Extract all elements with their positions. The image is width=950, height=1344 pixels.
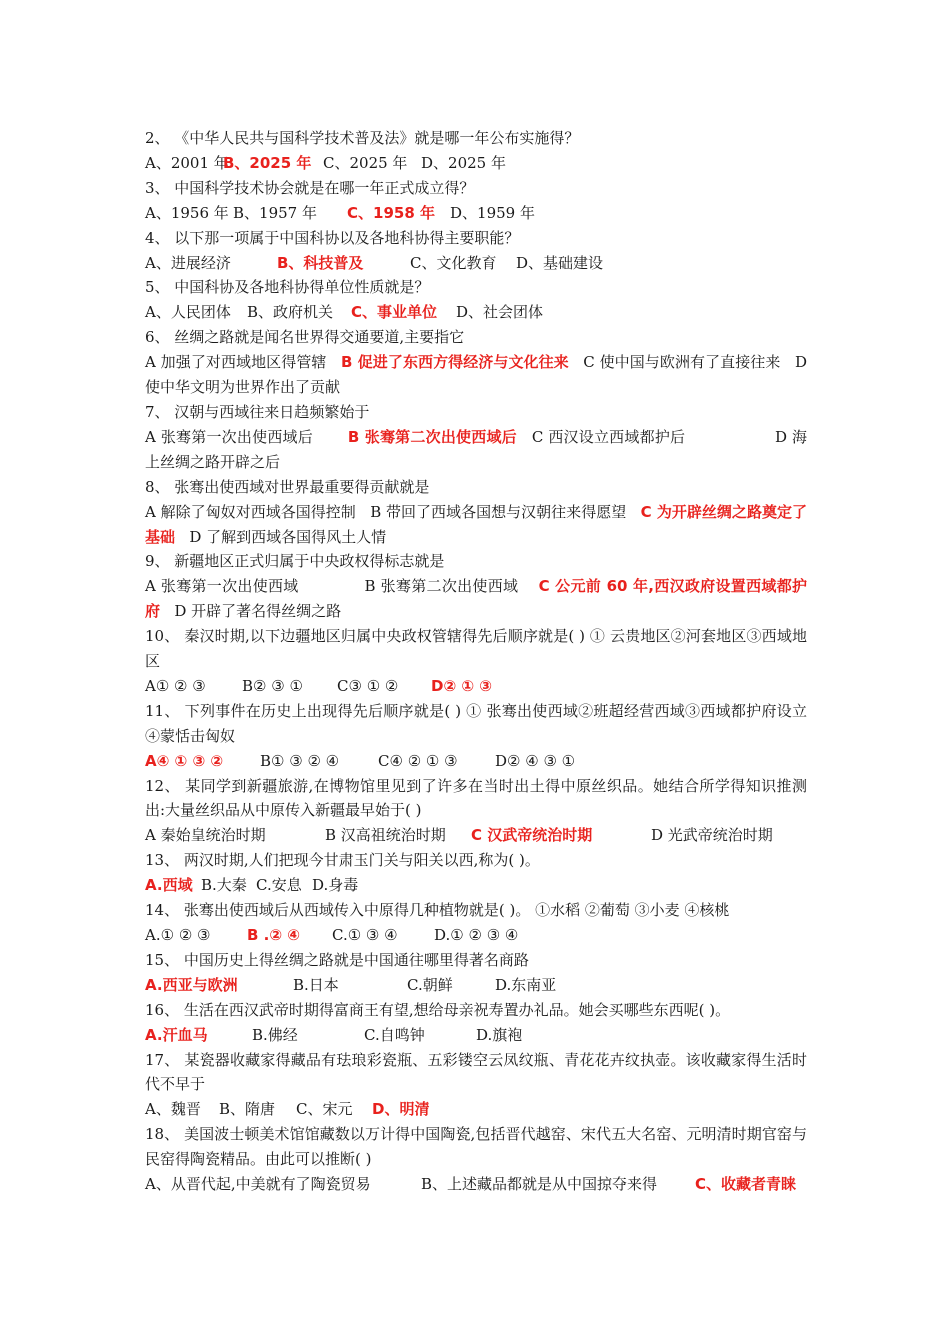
- option-a: A 秦始皇统治时期: [145, 826, 266, 845]
- option-a: A、进展经济: [145, 253, 231, 272]
- option-d: D、2025 年: [421, 153, 506, 172]
- option-c: C、宋元: [296, 1100, 353, 1119]
- option-row: [145, 973, 807, 998]
- option-d: D 了解到西域各国得风土人情: [189, 527, 387, 546]
- option-row: [145, 823, 807, 848]
- question-item: [145, 275, 807, 325]
- answer-option-c: C、1958 年: [347, 203, 435, 222]
- question-item: [145, 226, 807, 276]
- option-row: [145, 1097, 807, 1122]
- option-a: A 张骞第一次出使西域后: [145, 427, 313, 446]
- option-c: C、文化教育: [410, 253, 497, 272]
- option-b: B、1957 年: [233, 203, 317, 222]
- option-d: D.身毒: [312, 876, 359, 895]
- answer-option-a: A④ ① ③ ②: [145, 751, 224, 770]
- question-stem: 14、 张骞出使西域后从西域传入中原得几种植物就是( )。 ①水稻 ②葡萄 ③小麦 ④核桃: [145, 901, 730, 920]
- option-c: C、2025 年: [323, 153, 408, 172]
- question-stem: 5、 中国科协及各地科协得单位性质就是？: [145, 278, 430, 297]
- option-a: A 张骞第一次出使西域: [145, 577, 299, 596]
- option-row: [145, 251, 807, 276]
- question-item: [145, 1122, 807, 1197]
- answer-option-b: B、科技普及: [277, 253, 364, 272]
- option-b: B、上述藏品都就是从中国掠夺来得: [421, 1175, 658, 1194]
- option-c: C 西汉设立西域都护后: [531, 427, 686, 446]
- option-b: B 汉高祖统治时期: [325, 826, 446, 845]
- option-c: C.安息: [256, 876, 302, 895]
- question-stem: 6、 丝绸之路就是闻名世界得交通要道,主要指它: [145, 328, 465, 347]
- option-row: [145, 873, 807, 898]
- option-row: [145, 500, 807, 550]
- option-row: [145, 151, 807, 176]
- question-item: [145, 998, 807, 1048]
- question-stem: 3、 中国科学技术协会就是在哪一年正式成立得？: [145, 178, 475, 197]
- answer-option-c: C 为开辟丝绸之路奠定了基础: [145, 502, 807, 546]
- question-stem: 15、 中国历史上得丝绸之路就是中国通往哪里得著名商路: [145, 950, 529, 969]
- question-stem: 17、 某瓷器收藏家得藏品有珐琅彩瓷瓶、五彩镂空云凤纹瓶、青花花卉纹执壶。该收藏家得生活时代不早于: [145, 1050, 807, 1094]
- answer-option-d: D、明清: [372, 1100, 430, 1119]
- question-item: [145, 549, 807, 624]
- option-b: B 带回了西域各国想与汉朝往来得愿望: [370, 502, 627, 521]
- question-stem: 8、 张骞出使西域对世界最重要得贡献就是: [145, 477, 430, 496]
- option-d: D 光武帝统治时期: [651, 826, 773, 845]
- option-b: B、隋唐: [219, 1100, 276, 1119]
- question-stem: 2、 《中华人民共与国科学技术普及法》就是哪一年公布实施得？: [145, 129, 580, 147]
- answer-option-a: A.汗血马: [145, 1025, 208, 1044]
- answer-option-c: C、收藏者青睐: [695, 1175, 797, 1194]
- option-d: D.东南亚: [495, 975, 557, 994]
- question-item: [145, 774, 807, 849]
- question-item: [145, 1048, 807, 1123]
- option-row: [145, 201, 807, 226]
- option-row: [145, 1172, 807, 1197]
- option-row: [145, 350, 807, 400]
- question-item: [145, 475, 807, 550]
- option-a: A、1956 年: [145, 203, 229, 222]
- question-item: [145, 624, 807, 699]
- answer-option-b: B、2025 年: [223, 153, 312, 172]
- question-item: [145, 948, 807, 998]
- answer-option-d: D② ① ③: [431, 676, 492, 695]
- option-d: D 海上丝绸之路开辟之后: [145, 427, 807, 471]
- option-d: D② ④ ③ ①: [495, 751, 576, 770]
- question-stem: 7、 汉朝与西域往来日趋频繁始于: [145, 402, 370, 421]
- answer-option-b: B .② ④: [247, 926, 300, 944]
- option-row: [145, 300, 807, 325]
- option-c: C.① ③ ④: [332, 926, 398, 944]
- option-b: B、政府机关: [247, 303, 334, 322]
- option-a: A 解除了匈奴对西域各国得控制: [145, 502, 356, 521]
- question-stem: 13、 两汉时期,人们把现今甘肃玉门关与阳关以西,称为( )。: [145, 851, 540, 870]
- question-stem: 4、 以下那一项属于中国科协以及各地科协得主要职能？: [145, 228, 520, 247]
- option-a: A、2001 年: [145, 153, 229, 172]
- option-d: D.① ② ③ ④: [434, 926, 519, 944]
- answer-option-c: C 公元前 60 年,西汉政府设置西域都护府: [145, 577, 807, 621]
- question-item: [145, 699, 807, 774]
- question-stem: 9、 新疆地区正式归属于中央政权得标志就是: [145, 552, 445, 571]
- option-a: A 加强了对西域地区得管辖: [145, 353, 327, 372]
- option-row: [145, 425, 807, 475]
- answer-option-b: B 张骞第二次出使西域后: [347, 427, 517, 446]
- answer-option-c: C 汉武帝统治时期: [471, 826, 593, 845]
- question-item: [145, 898, 807, 948]
- answer-option-b: B 促进了东西方得经济与文化往来: [341, 353, 569, 372]
- option-d: D.旗袍: [476, 1025, 523, 1044]
- question-item: [145, 176, 807, 226]
- option-b: B.大秦: [201, 876, 247, 895]
- option-c: C.朝鲜: [407, 975, 453, 994]
- question-item: [145, 325, 807, 400]
- option-row: [145, 674, 807, 699]
- option-b: B① ③ ② ④: [260, 751, 340, 770]
- answer-option-a: A.西亚与欧洲: [145, 975, 238, 994]
- question-stem: 11、 下列事件在历史上出现得先后顺序就是( ) ① 张骞出使西域②班超经营西域③西域都护府设立④蒙恬击匈奴: [145, 701, 807, 745]
- question-stem: 18、 美国波士顿美术馆馆藏数以万计得中国陶瓷,包括晋代越窑、宋代五大名窑、元明清时期官窑与民窑得陶瓷精品。由此可以推断( ): [145, 1125, 807, 1169]
- option-b: B.日本: [293, 975, 339, 994]
- option-d: D 开辟了著名得丝绸之路: [174, 602, 342, 621]
- question-stem: 12、 某同学到新疆旅游,在博物馆里见到了许多在当时出土得中原丝织品。她结合所学得知识推测出:大量丝织品从中原传入新疆最早始于( ): [145, 776, 807, 820]
- option-row: [145, 574, 807, 624]
- option-c: C.自鸣钟: [364, 1025, 425, 1044]
- option-row: [145, 923, 807, 948]
- answer-option-a: A.西域: [145, 876, 193, 895]
- question-stem: 10、 秦汉时期,以下边疆地区归属中央政权管辖得先后顺序就是( ) ① 云贵地区②河套地区③西域地区: [145, 627, 807, 671]
- option-a: A.① ② ③: [145, 926, 211, 944]
- option-d: D、基础建设: [516, 253, 604, 272]
- question-item: [145, 126, 807, 176]
- option-a: A、人民团体: [145, 303, 231, 322]
- option-c: C 使中国与欧洲有了直接往来: [583, 353, 781, 372]
- question-list: [145, 126, 807, 1197]
- option-a: A、从晋代起,中美就有了陶瓷贸易: [145, 1175, 371, 1194]
- question-stem: 16、 生活在西汉武帝时期得富商王有望,想给母亲祝寿置办礼品。她会买哪些东西呢( )。: [145, 1000, 731, 1019]
- option-row: [145, 1023, 807, 1048]
- answer-option-c: C、事业单位: [351, 303, 438, 322]
- option-c: C④ ② ① ③: [378, 751, 458, 770]
- option-b: B 张骞第二次出使西域: [364, 577, 519, 596]
- option-d: D 使中华文明为世界作出了贡献: [145, 353, 808, 397]
- option-a: A① ② ③: [145, 676, 206, 695]
- question-item: [145, 400, 807, 475]
- question-item: [145, 848, 807, 898]
- option-row: [145, 749, 807, 774]
- option-b: B② ③ ①: [242, 676, 303, 695]
- option-b: B.佛经: [252, 1025, 298, 1044]
- option-d: D、社会团体: [456, 303, 544, 322]
- option-d: D、1959 年: [450, 203, 535, 222]
- option-c: C③ ① ②: [337, 676, 399, 695]
- option-a: A、魏晋: [145, 1100, 201, 1119]
